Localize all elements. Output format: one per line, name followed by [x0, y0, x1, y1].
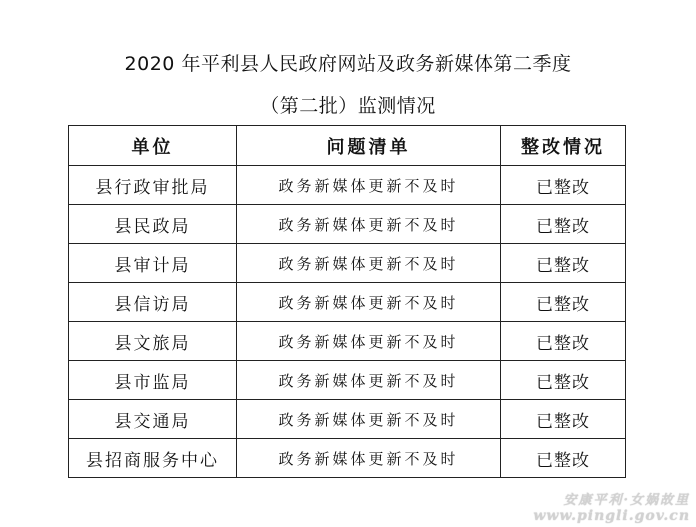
issue-cell: 政务新媒体更新不及时	[237, 361, 501, 400]
table-row	[69, 166, 626, 205]
table-row	[69, 205, 626, 244]
table-row	[69, 361, 626, 400]
table-row	[69, 400, 626, 439]
header-unit: 单位	[69, 126, 237, 166]
table-header-row	[69, 126, 626, 166]
unit-cell: 县招商服务中心	[69, 439, 237, 478]
unit-cell: 县民政局	[69, 205, 237, 244]
issue-cell: 政务新媒体更新不及时	[237, 166, 501, 205]
issue-cell: 政务新媒体更新不及时	[237, 244, 501, 283]
issue-cell: 政务新媒体更新不及时	[237, 205, 501, 244]
status-cell: 已整改	[501, 322, 626, 361]
site-watermark	[533, 493, 690, 525]
unit-cell: 县信访局	[69, 283, 237, 322]
unit-cell: 县行政审批局	[69, 166, 237, 205]
table-row	[69, 322, 626, 361]
issue-cell: 政务新媒体更新不及时	[237, 439, 501, 478]
page-title-line-2: （第二批）监测情况	[260, 95, 436, 117]
status-cell: 已整改	[501, 244, 626, 283]
status-cell: 已整改	[501, 361, 626, 400]
table-row	[69, 283, 626, 322]
issue-cell: 政务新媒体更新不及时	[237, 322, 501, 361]
table-row	[69, 244, 626, 283]
table-row	[69, 439, 626, 478]
watermark-url: www.pingli.gov.cn	[533, 508, 690, 525]
status-cell: 已整改	[501, 439, 626, 478]
unit-cell: 县交通局	[69, 400, 237, 439]
header-rectification-status: 整改情况	[501, 126, 626, 166]
watermark-slogan: 安康平利·女娲故里	[563, 492, 690, 508]
unit-cell: 县文旅局	[69, 322, 237, 361]
status-cell: 已整改	[501, 205, 626, 244]
status-cell: 已整改	[501, 283, 626, 322]
status-cell: 已整改	[501, 400, 626, 439]
issue-cell: 政务新媒体更新不及时	[237, 400, 501, 439]
monitoring-table	[68, 125, 626, 478]
page-title-line-1: 2020 年平利县人民政府网站及政务新媒体第二季度	[124, 53, 572, 75]
status-cell: 已整改	[501, 166, 626, 205]
unit-cell: 县审计局	[69, 244, 237, 283]
header-issue-list: 问题清单	[237, 126, 501, 166]
issue-cell: 政务新媒体更新不及时	[237, 283, 501, 322]
unit-cell: 县市监局	[69, 361, 237, 400]
